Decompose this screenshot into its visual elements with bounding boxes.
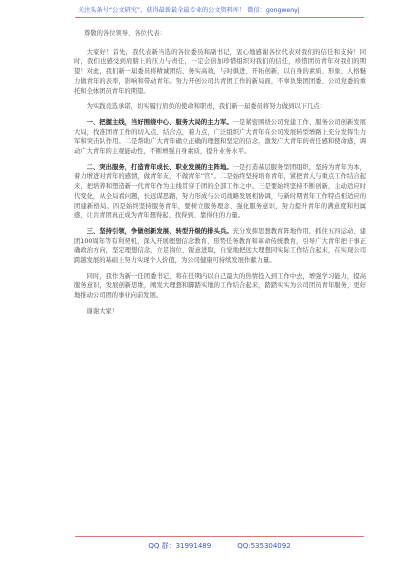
section-three <box>74 227 366 266</box>
paragraph-commitment: 为实践竞选承诺，切实履行肩负的使命和职责，我们新一届委员将努力做到以下几点： <box>86 103 326 111</box>
greeting: 尊敬的各位领导、各位代表： <box>84 30 166 37</box>
header-divider <box>75 17 364 18</box>
section-one-body: 一是紧密围绕公司党建工作、服务公司创新发展大局，找准团青工作的切入点、结合点，着力点，广泛组织广大青年在公司发展转型增路上充分发挥生力军和突击队作用。二是帮助广大青年确立正确的理想和坚定的信念，激发广大青年的责任感和使命感，调动广大青年的主观能动性，不断增强自身素质，提升业务水平。 <box>74 118 367 156</box>
section-one-title: 一、把握主线，当好围绕中心、服务大局的主力军。 <box>86 118 233 126</box>
document-body <box>74 29 366 323</box>
footer-qq-group: QQ 群：31991489 <box>148 542 212 550</box>
footer-qq-number: QQ:535304092 <box>237 542 291 550</box>
thanks-line: 谢谢大家！ <box>86 307 119 315</box>
paragraph-closing: 同时，我作为新一任团委书记，将在任期内以自己最大的热情投入到工作中去，增强学习能力，提高服务意识，发展创新思维，阐发大理想和脚踏实地的工作结合起来，踏踏实实为公司团员青年服务，更好地推动公司团的事业向前发展。 <box>74 272 366 300</box>
footer-divider <box>75 536 364 537</box>
section-two-body: 一是打造基层服务型团组织，坚持为青年为本，着力增进对青年的感情，做青年友，不做青年“官”。二是始终坚持培育青年，紧把青人与重点工作结合起来，把培养和塑造新一代青年作为主线贯穿于团的全部工作之中。三是要始终坚持不断创新，主动适应时代变化，从全局看问题，长远谋思路，努力形成与公司战略发展相协调，与新时期青年工作特点相适应的团建新格局。四是始终坚持服务青年，要树立服务理念、强化服务意识，努力提升青年的满意度和归属感，让共青团真正成为青年想得起、找得到、靠得住的力量。 <box>74 163 367 220</box>
section-three-title: 三、坚持引领，争做创新发展、转型升级的排头兵。 <box>86 227 233 235</box>
section-two-title: 二、突出服务，打造青年成长、职业发展的主阵地。 <box>86 163 233 171</box>
section-one <box>74 118 366 157</box>
page-header: 关注头条号“公文研究”，获得最新最全最专业的公文资料库！ 微信：gongwenyj <box>78 7 300 14</box>
page-footer <box>75 540 364 552</box>
paragraph-intro: 大家好！首先，我代表新当选的各位委员和副书记，衷心地感谢各位代表对我们的信任和支持！同时，我们也感受到肩膀上的压力与责任，一定会倍加珍惜组织对我们的信任，珍惜团员青年对我们的期望！对此，我们新一届委员将精诚团结、务实高效，与时俱进、开拓创新，以自身的素质、形象、人格魅力做青年的表率，影响和带动青年。努力开创公司共青团工作的新局面，不辜负集团团委、公司党委的重托和全体团员青年的期望。 <box>74 48 366 95</box>
section-two <box>74 163 366 221</box>
section-three-body: 充分发挥思想教育阵地作用，抓住五四运动、建团100周年等有利契机，深入开展理想信念教育、形势任务教育和革命传统教育，引导广大青年把干事正确政治方向，坚定理想信念，立足岗位、锐意进取，自觉地把远大理想同实际工作结合起来，在实现公司跨越发展的基础上努力实现个人价值，为公司健康可持续发展作献力量。 <box>74 227 367 265</box>
